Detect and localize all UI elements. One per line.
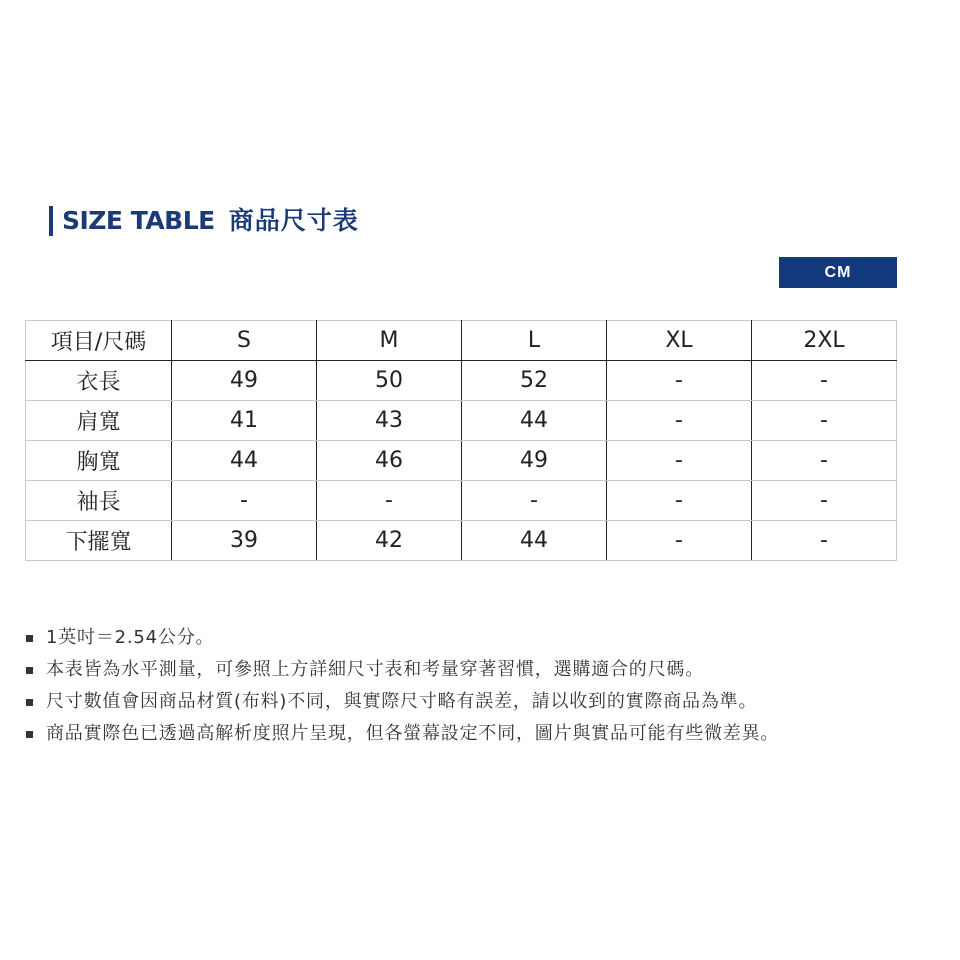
square-bullet-icon: [26, 731, 33, 738]
table-cell: 39: [172, 521, 317, 561]
table-cell: -: [607, 521, 752, 561]
title-english: SIZE TABLE: [62, 206, 215, 235]
table-cell: -: [752, 481, 897, 521]
table-cell: -: [752, 361, 897, 401]
list-item: [26, 719, 779, 751]
list-item: [26, 655, 779, 687]
unit-badge: CM: [779, 257, 897, 288]
table-row: [26, 521, 897, 561]
table-cell: 41: [172, 401, 317, 441]
note-text: 尺寸數值會因商品材質(布料)不同，與實際尺寸略有誤差，請以收到的實際商品為準。: [46, 691, 758, 712]
square-bullet-icon: [26, 635, 33, 642]
column-header-m: M: [317, 321, 462, 361]
table-row: [26, 441, 897, 481]
table-cell: -: [607, 481, 752, 521]
list-item: [26, 623, 779, 655]
table-cell: 43: [317, 401, 462, 441]
table-cell: -: [607, 361, 752, 401]
square-bullet-icon: [26, 699, 33, 706]
table-cell: -: [752, 401, 897, 441]
row-label: 下擺寬: [26, 521, 172, 561]
table-cell: -: [317, 481, 462, 521]
table-cell: -: [172, 481, 317, 521]
note-text: 商品實際色已透過高解析度照片呈現，但各螢幕設定不同，圖片與實品可能有些微差異。: [46, 723, 780, 744]
note-text: 本表皆為水平測量，可參照上方詳細尺寸表和考量穿著習慣，選購適合的尺碼。: [46, 659, 704, 680]
table-cell: -: [462, 481, 607, 521]
row-label: 胸寬: [26, 441, 172, 481]
square-bullet-icon: [26, 667, 33, 674]
column-header-item: 項目/尺碼: [26, 321, 172, 361]
table-cell: -: [752, 441, 897, 481]
table-header-row: [26, 321, 897, 361]
notes-list: [26, 623, 779, 751]
table-cell: -: [607, 401, 752, 441]
list-item: [26, 687, 779, 719]
table-cell: 49: [172, 361, 317, 401]
table-row: [26, 481, 897, 521]
table-cell: 50: [317, 361, 462, 401]
table-cell: 44: [462, 521, 607, 561]
table-cell: 42: [317, 521, 462, 561]
table-cell: 44: [172, 441, 317, 481]
page-title: [62, 203, 359, 239]
column-header-l: L: [462, 321, 607, 361]
table-cell: -: [752, 521, 897, 561]
title-accent-bar: [49, 206, 53, 236]
table-cell: -: [607, 441, 752, 481]
table-cell: 49: [462, 441, 607, 481]
table-cell: 44: [462, 401, 607, 441]
title-chinese: 商品尺寸表: [228, 206, 359, 235]
column-header-2xl: 2XL: [752, 321, 897, 361]
size-table: [25, 320, 897, 561]
row-label: 肩寬: [26, 401, 172, 441]
row-label: 衣長: [26, 361, 172, 401]
note-text: 1英吋＝2.54公分。: [46, 627, 215, 648]
table-cell: 46: [317, 441, 462, 481]
row-label: 袖長: [26, 481, 172, 521]
column-header-xl: XL: [607, 321, 752, 361]
table-row: [26, 401, 897, 441]
column-header-s: S: [172, 321, 317, 361]
table-row: [26, 361, 897, 401]
table-cell: 52: [462, 361, 607, 401]
